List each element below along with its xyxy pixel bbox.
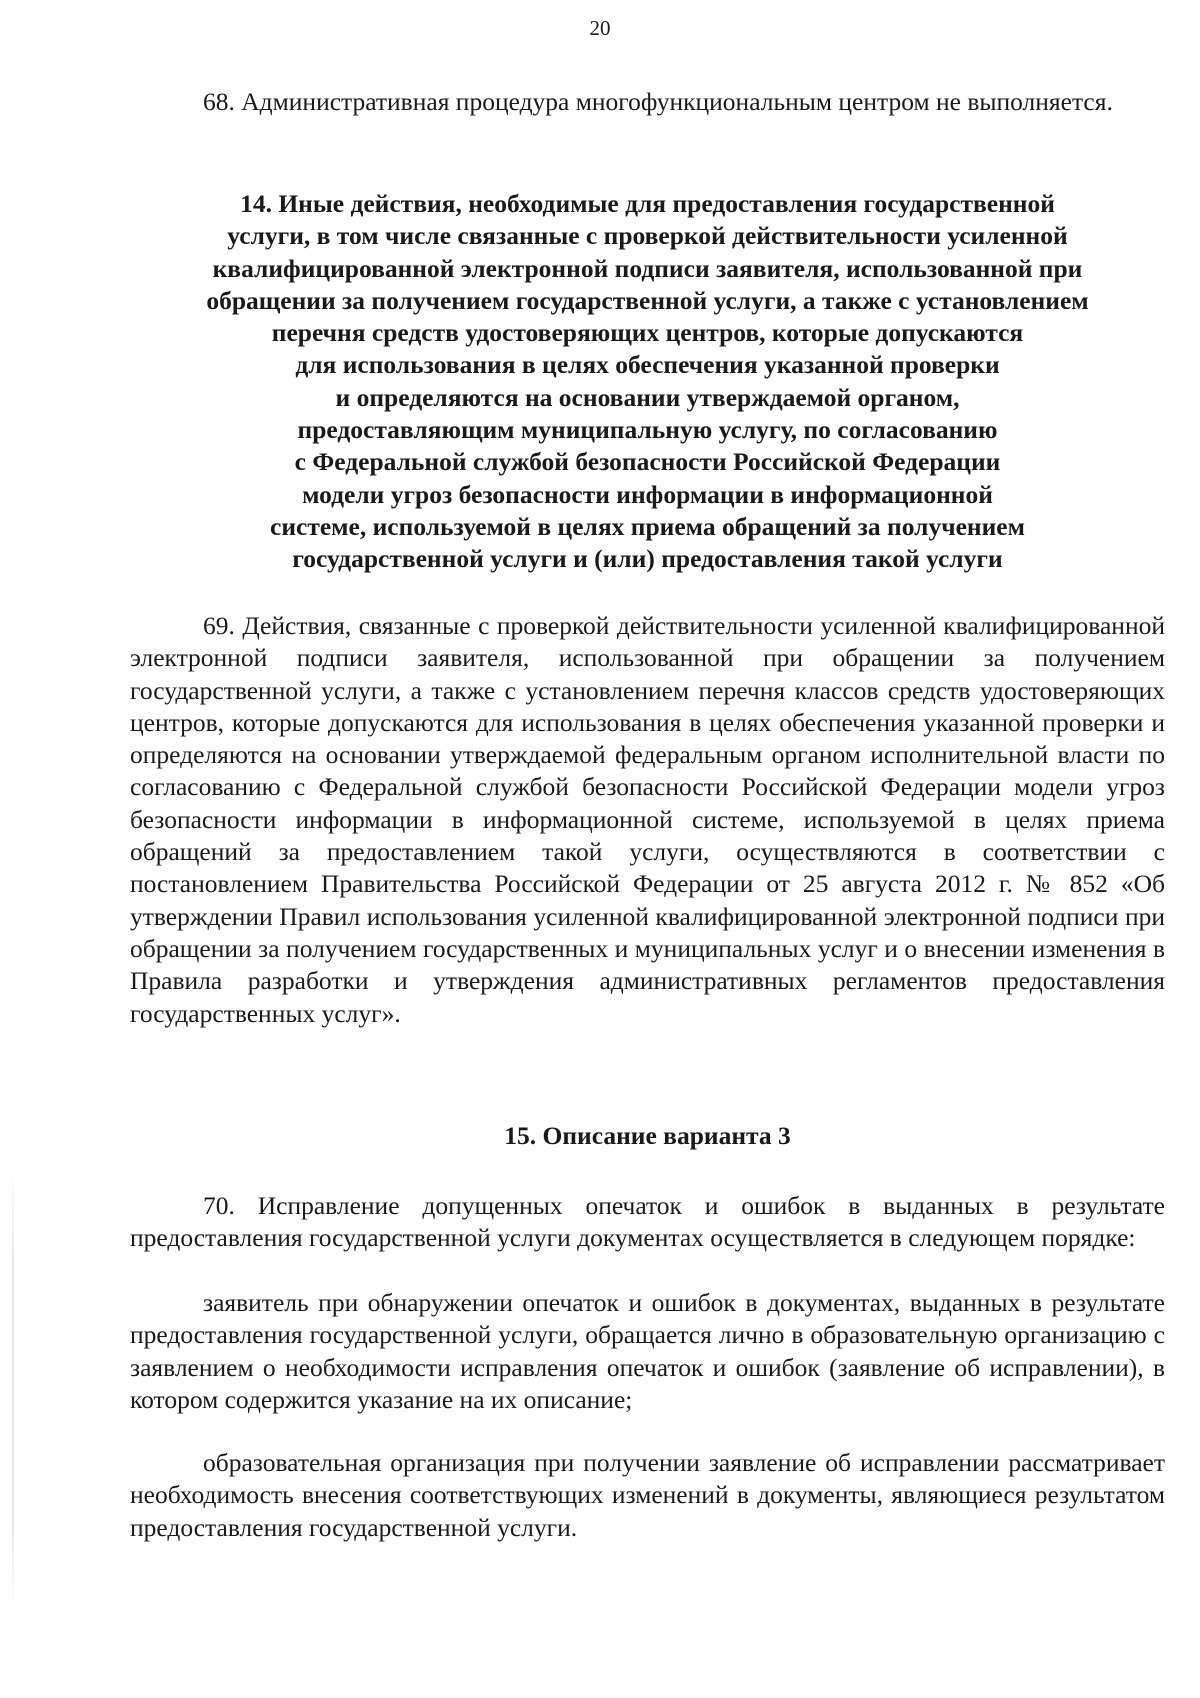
heading-line: услуги, в том числе связанные с проверкой действительности усиленной [227, 221, 1068, 251]
scan-edge-artifact [12, 1170, 14, 1610]
heading-line: государственной услуги и (или) предоставления такой услуги [292, 544, 1003, 574]
heading-line: обращении за получением государственной услуги, а также с установлением [206, 285, 1089, 315]
heading-line: с Федеральной службой безопасности Российской Федерации [294, 447, 1001, 477]
heading-line: для использования в целях обеспечения указанной проверки [295, 350, 1000, 380]
heading-line: системе, используемой в целях приема обращений за получением [270, 511, 1025, 541]
paragraph-69: 69. Действия, связанные с проверкой действительности усиленной квалифицированной электронной подписи заявителя, использованной при обращении за получением государственной услуги, а также с установлением перечня классов средств удостоверяющих центров, которые допускаются для использования в целях обеспечения указанной проверки и определяются на основании утверждаемой федеральным органом исполнительной власти по согласованию с Федеральной службой безопасности Российской Федерации модели угроз безопасности информации в информационной системе, используемой в целях приема обращений за предоставлением такой услуги, осуществляются в соответствии с постановлением Правительства Российской Федерации от 25 августа 2012 г. № 852 «Об утверждении Правил использования усиленной квалифицированной электронной подписи при обращении за получением государственных и муниципальных услуг и о внесении изменения в Правила разработки и утверждения административных регламентов предоставления государственных услуг». [130, 611, 1165, 1028]
heading-line: и определяются на основании утверждаемой органом, [335, 382, 960, 412]
page-number: 20 [589, 16, 611, 40]
heading-line: перечня средств удостоверяющих центров, которые допускаются [271, 318, 1024, 348]
heading-line: 14. Иные действия, необходимые для предоставления государственной [240, 189, 1055, 218]
paragraph-70: 70. Исправление допущенных опечаток и ошибок в выданных в результате предоставления государственной услуги документах осуществляется в следующем порядке: [130, 1191, 1165, 1253]
heading-line: модели угроз безопасности информации в информационной [302, 479, 993, 509]
heading-line: предоставляющим муниципальную услугу, по согласованию [297, 415, 998, 445]
paragraph-70-applicant: заявитель при обнаружении опечаток и ошибок в документах, выданных в результате предоставления государственной услуги, обращается лично в образовательную организацию с заявлением о необходимости исправления опечаток и ошибок (заявление об исправлении), в котором содержится указание на их описание; [130, 1288, 1165, 1414]
section-14-heading [130, 188, 1165, 576]
heading-line: квалифицированной электронной подписи заявителя, использованной при [212, 253, 1083, 283]
paragraph-68: 68. Административная процедура многофункциональным центром не выполняется. [203, 87, 1113, 116]
section-15-heading: 15. Описание варианта 3 [504, 1121, 791, 1150]
paragraph-70-organization: образовательная организация при получении заявление об исправлении рассматривает необходимость внесения соответствующих изменений в документы, являющиеся результатом предоставления государственной услуги. [130, 1448, 1165, 1542]
